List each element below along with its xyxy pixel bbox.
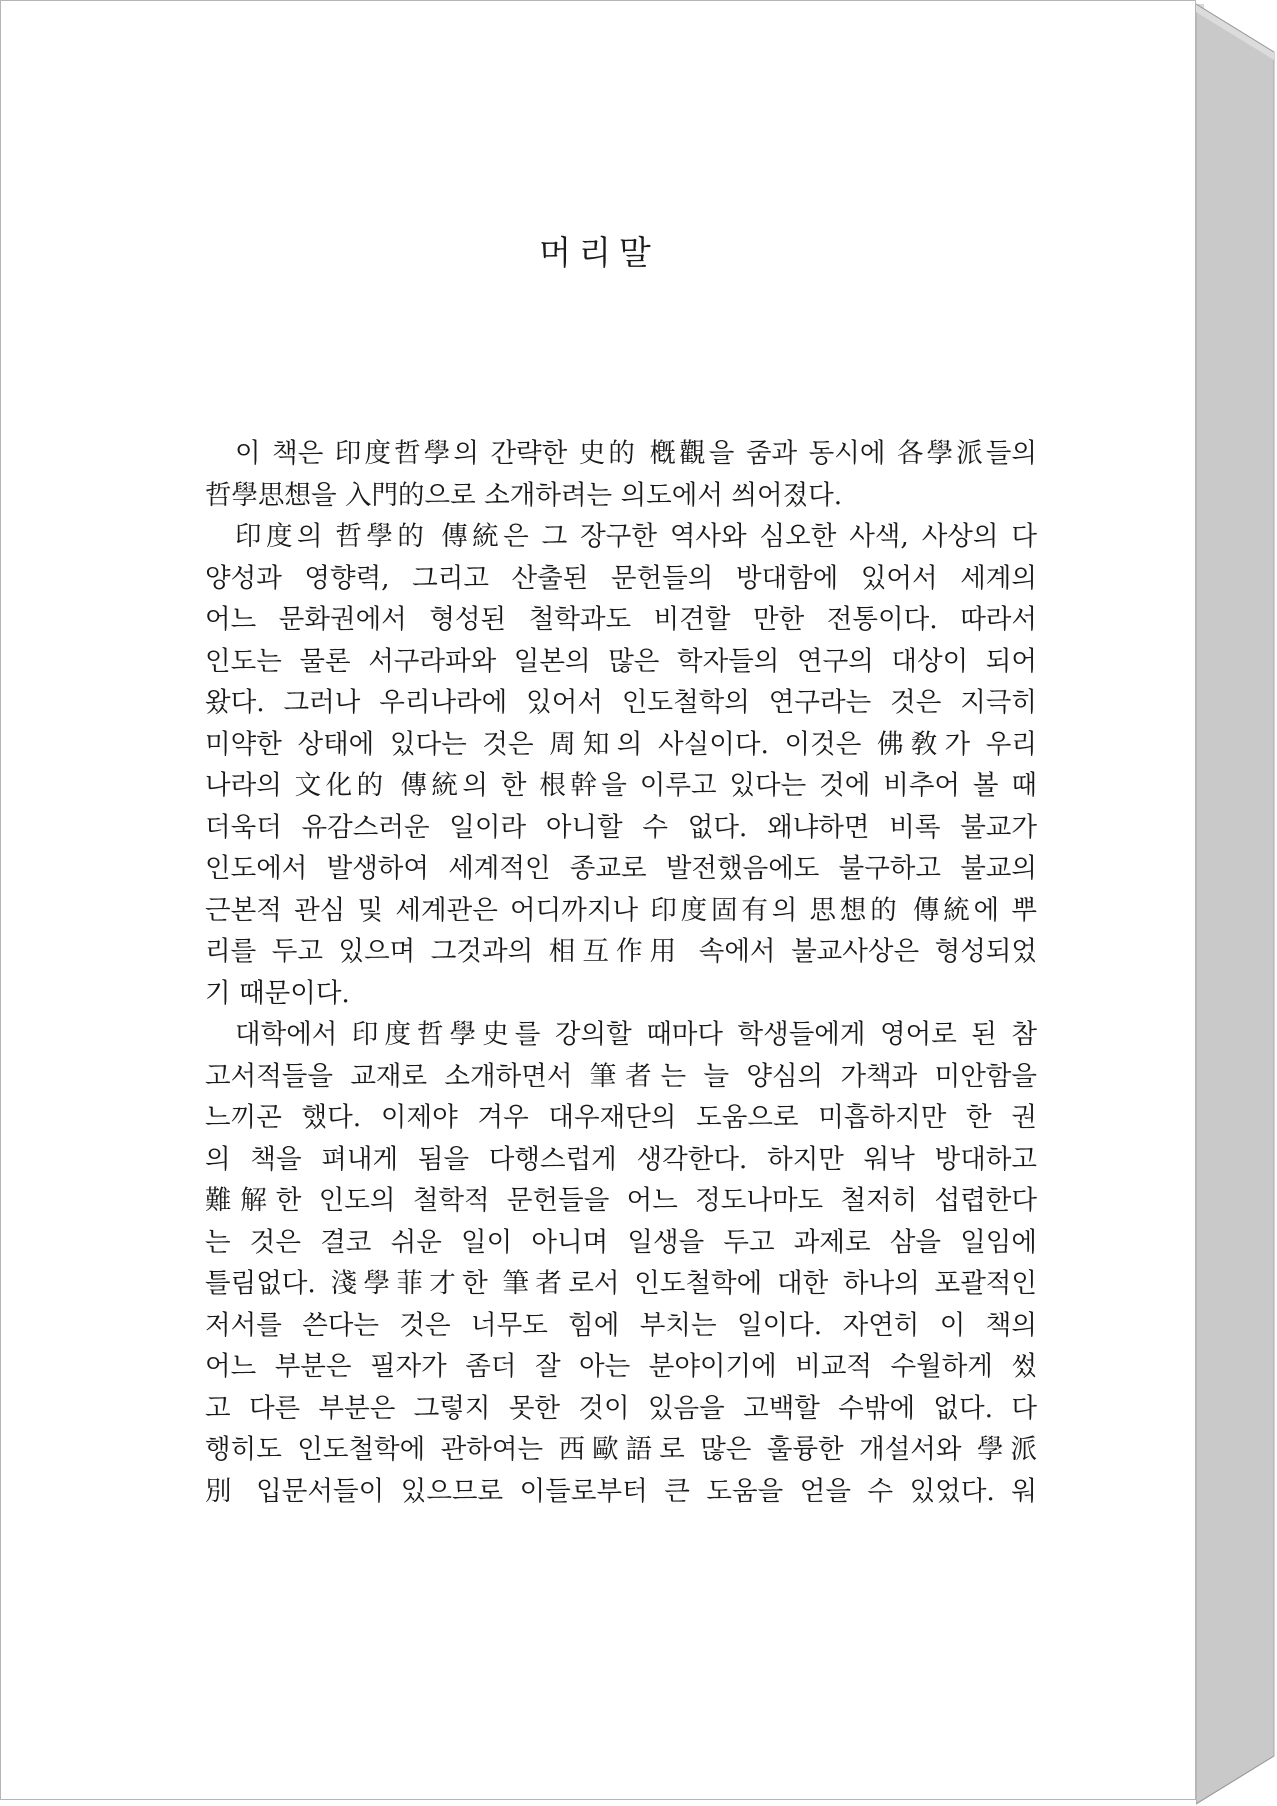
text-line: 더욱더 유감스러운 일이라 아니할 수 없다. 왜냐하면 비록 불교가 — [205, 811, 1037, 843]
text-line: 는 것은 결코 쉬운 일이 아니며 일생을 두고 과제로 삼을 일임에 — [205, 1226, 1037, 1258]
text-line: 리를 두고 있으며 그것과의 相互作用 속에서 불교사상은 형성되었 — [205, 936, 1037, 967]
text-line: 양성과 영향력, 그리고 산출된 문헌들의 방대함에 있어서 세계의 — [205, 562, 1037, 594]
text-line: 왔다. 그러나 우리나라에 있어서 인도철학의 연구라는 것은 지극히 — [205, 687, 1037, 718]
text-line: 인도에서 발생하여 세계적인 종교로 발전했음에도 불구하고 불교의 — [205, 853, 1037, 884]
text-line: 어느 부분은 필자가 좀더 잘 아는 분야이기에 비교적 수월하게 썼 — [205, 1351, 1037, 1382]
text-line: 哲學思想을 入門的으로 소개하려는 의도에서 씌어졌다. — [205, 479, 843, 511]
text-line: 근본적 관심 및 세계관은 어디까지나 印度固有의 思想的 傳統에 뿌 — [205, 894, 1037, 926]
text-line: 느끼곤 했다. 이제야 겨우 대우재단의 도움으로 미흡하지만 한 권 — [205, 1102, 1037, 1133]
text-line: 틀림없다. 淺學菲才한 筆者로서 인도철학에 대한 하나의 포괄적인 — [205, 1268, 1037, 1299]
text-line: 어느 문화권에서 형성된 철학과도 비견할 만한 전통이다. 따라서 — [205, 604, 1037, 635]
text-line: 印度의 哲學的 傳統은 그 장구한 역사와 심오한 사색, 사상의 다 — [235, 521, 1037, 552]
text-line: 나라의 文化的 傳統의 한 根幹을 이루고 있다는 것에 비추어 볼 때 — [205, 770, 1037, 801]
text-line: 기 때문이다. — [205, 977, 350, 1009]
text-line: 인도는 물론 서구라파와 일본의 많은 학자들의 연구의 대상이 되어 — [205, 645, 1037, 677]
page-heading: 머리말 — [539, 233, 659, 272]
text-line: 難解한 인도의 철학적 문헌들을 어느 정도나마도 철저히 섭렵한다 — [205, 1185, 1037, 1216]
text-line: 이 책은 印度哲學의 간략한 史的 槪觀을 줌과 동시에 各學派들의 — [235, 438, 1037, 469]
book-page-edge-graphic — [1196, 0, 1277, 1806]
book-page-edge — [1196, 0, 1277, 1806]
text-line: 저서를 쓴다는 것은 너무도 힘에 부치는 일이다. 자연히 이 책의 — [205, 1309, 1037, 1341]
body-text — [205, 433, 1037, 1512]
text-line: 미약한 상태에 있다는 것은 周知의 사실이다. 이것은 佛敎가 우리 — [205, 728, 1037, 760]
text-line: 고서적들을 교재로 소개하면서 筆者는 늘 양심의 가책과 미안함을 — [205, 1060, 1037, 1092]
text-line: 행히도 인도철학에 관하여는 西歐語로 많은 훌륭한 개설서와 學派 — [205, 1434, 1037, 1465]
text-line: 別 입문서들이 있으므로 이들로부터 큰 도움을 얻을 수 있었다. 워 — [205, 1475, 1037, 1507]
text-line: 의 책을 펴내게 됨을 다행스럽게 생각한다. 하지만 워낙 방대하고 — [205, 1143, 1037, 1175]
text-line: 대학에서 印度哲學史를 강의할 때마다 학생들에게 영어로 된 참 — [235, 1019, 1037, 1050]
text-line: 고 다른 부분은 그렇지 못한 것이 있음을 고백할 수밖에 없다. 다 — [205, 1392, 1037, 1424]
